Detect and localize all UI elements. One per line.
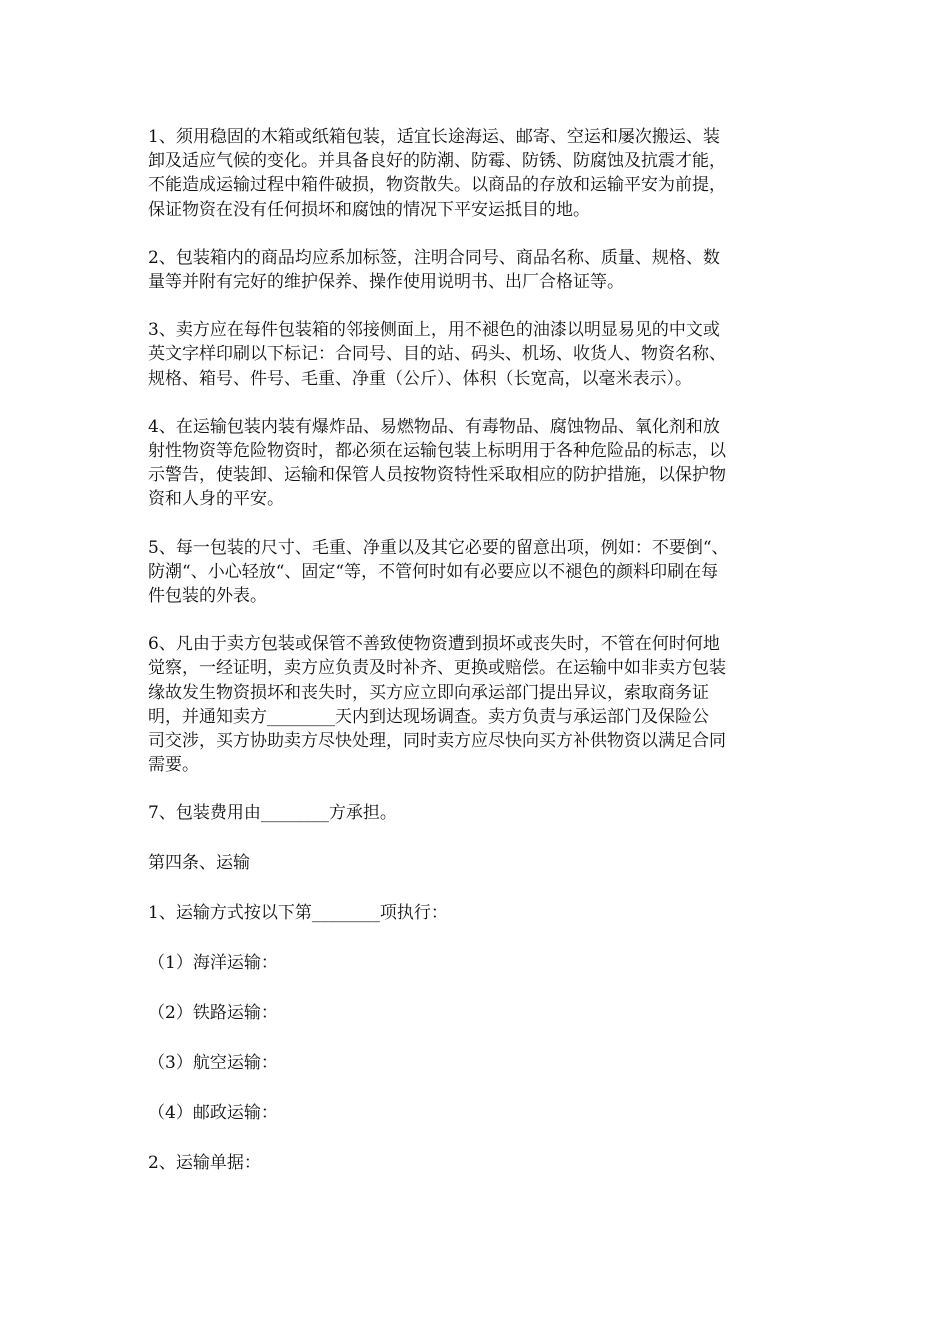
list-item-rail: （2）铁路运输：: [148, 1003, 278, 1024]
paragraph-transport-documents: 2、运输单据：: [148, 1153, 261, 1174]
list-item-air: （3）航空运输：: [148, 1053, 278, 1074]
paragraph-packaging-3: [148, 318, 803, 391]
text-line: 4、在运输包装内装有爆炸品、易燃物品、有毒物品、腐蚀物品、氧化剂和放: [148, 416, 720, 437]
text-line: 1、须用稳固的木箱或纸箱包装，适宜长途海运、邮寄、空运和屡次搬运、装: [148, 127, 720, 147]
text-line: 资和人身的平安。: [148, 489, 284, 510]
text-line: 件包装的外表。: [148, 586, 267, 607]
list-item-ocean: （1）海洋运输：: [148, 953, 278, 974]
text-line: 6、凡由于卖方包装或保管不善致使物资遭到损坏或丧失时，不管在何时何地: [148, 634, 720, 655]
paragraph-packaging-cost: 7、包装费用由________方承担。: [148, 803, 397, 824]
paragraph-packaging-4: [148, 415, 803, 512]
list-item-postal: （4）邮政运输：: [148, 1103, 278, 1124]
text-line: 5、每一包装的尺寸、毛重、净重以及其它必要的留意出项，例如：不要倒“、: [148, 537, 729, 558]
text-line: 司交涉，买方协助卖方尽快处理，同时卖方应尽快向买方补供物资以满足合同: [148, 731, 726, 752]
paragraph-packaging-6: [148, 632, 803, 777]
paragraph-transport-method: 1、运输方式按以下第________项执行：: [148, 903, 448, 924]
section-heading-transport: 第四条、运输: [148, 853, 250, 874]
document-page: [148, 125, 803, 1201]
paragraph-packaging-5: [148, 536, 803, 609]
text-line: 2、包装箱内的商品均应系加标签，注明合同号、商品名称、质量、规格、数: [148, 247, 720, 268]
text-line: 量等并附有完好的维护保养、操作使用说明书、出厂合格证等。: [148, 272, 624, 293]
text-line: 防潮“、小心轻放“、固定“等，不管何时如有必要应以不褪色的颜料印刷在每: [148, 561, 719, 582]
text-line: 3、卖方应在每件包装箱的邻接侧面上，用不褪色的油漆以明显易见的中文或: [148, 320, 720, 341]
text-line: 觉察，一经证明，卖方应负责及时补齐、更换或赔偿。在运输中如非卖方包装: [148, 658, 726, 679]
text-line: 需要。: [148, 755, 199, 776]
text-line: 不能造成运输过程中箱件破损，物资散失。以商品的存放和运输平安为前提，: [148, 175, 726, 196]
text-line: 示警告，使装卸、运输和保管人员按物资特性采取相应的防护措施，以保护物: [148, 465, 726, 486]
text-line: 规格、箱号、件号、毛重、净重（公斤）、体积（长宽高，以毫米表示）。: [148, 368, 692, 389]
text-line: 保证物资在没有任何损坏和腐蚀的情况下平安运抵目的地。: [148, 199, 590, 220]
text-line: 卸及适应气候的变化。并具备良好的防潮、防霉、防锈、防腐蚀及抗震才能，: [148, 151, 726, 172]
paragraph-packaging-1: [148, 125, 803, 222]
text-line: 射性物资等危险物资时，都必须在运输包装上标明用于各种危险品的标志，以: [148, 441, 726, 462]
text-line: 缘故发生物资损坏和丧失时，买方应立即向承运部门提出异议，索取商务证: [148, 682, 709, 703]
text-line: 英文字样印刷以下标记：合同号、目的站、码头、机场、收货人、物资名称、: [148, 344, 726, 365]
text-line: 明，并通知卖方________天内到达现场调查。卖方负责与承运部门及保险公: [148, 706, 709, 727]
paragraph-packaging-2: [148, 246, 803, 294]
